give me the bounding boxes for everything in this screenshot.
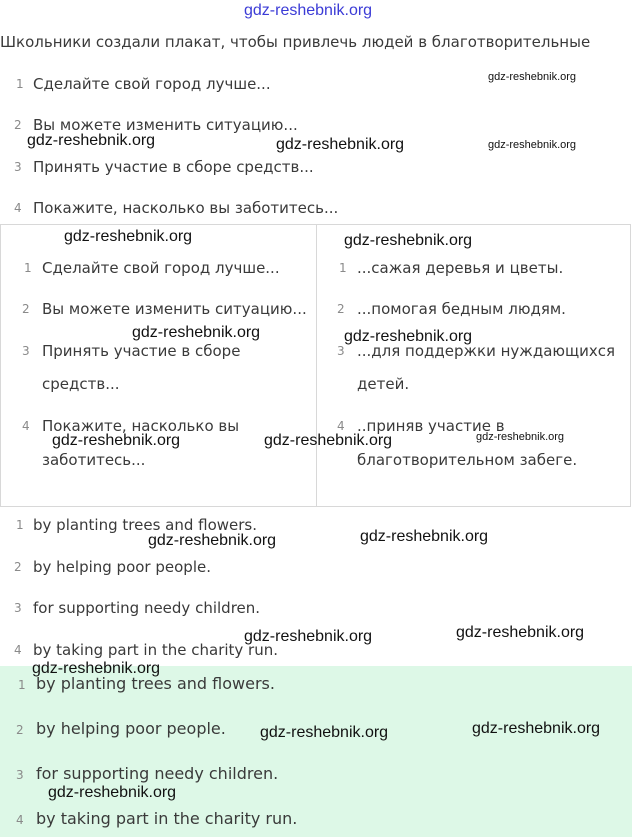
list-item: Принять участие в сборе средств... <box>33 158 314 176</box>
list-number: 4 <box>14 201 22 215</box>
watermark: gdz-reshebnik.org <box>27 132 156 149</box>
watermark: gdz-reshebnik.org <box>264 432 393 449</box>
list-item: ...помогая бедным людям. <box>357 300 566 318</box>
list-item: Вы можете изменить ситуацию... <box>33 116 298 134</box>
intro-text: Школьники создали плакат, чтобы привлечь людей в благотворительные <box>0 33 591 51</box>
list-item: by helping poor people. <box>36 719 226 738</box>
watermark: gdz-reshebnik.org <box>132 324 261 341</box>
watermark-top: gdz-reshebnik.org <box>244 2 373 19</box>
list-number: 2 <box>22 302 30 316</box>
list-item: ...для поддержки нуждающихся <box>357 342 616 360</box>
list-number: 1 <box>339 261 347 275</box>
watermark: gdz-reshebnik.org <box>476 431 565 443</box>
list-item: ..приняв участие в <box>357 417 505 435</box>
watermark: gdz-reshebnik.org <box>456 624 585 641</box>
watermark: gdz-reshebnik.org <box>488 71 577 83</box>
list-item-continued: детей. <box>357 375 410 393</box>
watermark: gdz-reshebnik.org <box>32 660 161 677</box>
watermark: gdz-reshebnik.org <box>52 432 181 449</box>
list-number: 1 <box>18 678 26 692</box>
list-item: by helping poor people. <box>33 558 211 576</box>
list-item: Покажите, насколько вы заботитесь... <box>33 199 339 217</box>
watermark: gdz-reshebnik.org <box>344 328 473 345</box>
list-number: 4 <box>337 419 345 433</box>
list-number: 2 <box>14 118 22 132</box>
list-item: Сделайте свой город лучше... <box>42 259 280 277</box>
watermark: gdz-reshebnik.org <box>64 228 193 245</box>
list-number: 3 <box>16 768 24 782</box>
list-number: 4 <box>14 643 22 657</box>
watermark: gdz-reshebnik.org <box>244 628 373 645</box>
list-number: 3 <box>14 601 22 615</box>
list-item: by planting trees and flowers. <box>36 674 275 693</box>
list-number: 2 <box>14 560 22 574</box>
list-item: Сделайте свой город лучше... <box>33 75 271 93</box>
list-number: 2 <box>16 723 24 737</box>
list-item: Покажите, насколько вы <box>42 417 240 435</box>
list-number: 1 <box>16 77 24 91</box>
list-item-continued: заботитесь... <box>42 451 146 469</box>
list-number: 3 <box>22 344 30 358</box>
watermark: gdz-reshebnik.org <box>148 532 277 549</box>
list-number: 1 <box>16 518 24 532</box>
watermark: gdz-reshebnik.org <box>472 720 601 737</box>
list-item: by planting trees and flowers. <box>33 516 258 534</box>
watermark: gdz-reshebnik.org <box>488 139 577 151</box>
list-number: 1 <box>24 261 32 275</box>
watermark: gdz-reshebnik.org <box>260 724 389 741</box>
list-item-continued: благотворительном забеге. <box>357 451 578 469</box>
list-item: for supporting needy children. <box>36 764 279 783</box>
list-item-continued: средств... <box>42 375 120 393</box>
list-number: 3 <box>14 160 22 174</box>
watermark: gdz-reshebnik.org <box>48 784 177 801</box>
list-number: 2 <box>337 302 345 316</box>
watermark: gdz-reshebnik.org <box>360 528 489 545</box>
list-item: for supporting needy children. <box>33 599 261 617</box>
list-item: by taking part in the charity run. <box>33 641 279 659</box>
panel-divider <box>316 225 317 506</box>
list-item: ...сажая деревья и цветы. <box>357 259 564 277</box>
list-item: by taking part in the charity run. <box>36 809 298 828</box>
watermark: gdz-reshebnik.org <box>276 136 405 153</box>
list-item: Вы можете изменить ситуацию... <box>42 300 307 318</box>
list-number: 4 <box>22 419 30 433</box>
list-number: 3 <box>337 344 345 358</box>
watermark: gdz-reshebnik.org <box>344 232 473 249</box>
list-item: Принять участие в сборе <box>42 342 241 360</box>
list-number: 4 <box>16 813 24 827</box>
